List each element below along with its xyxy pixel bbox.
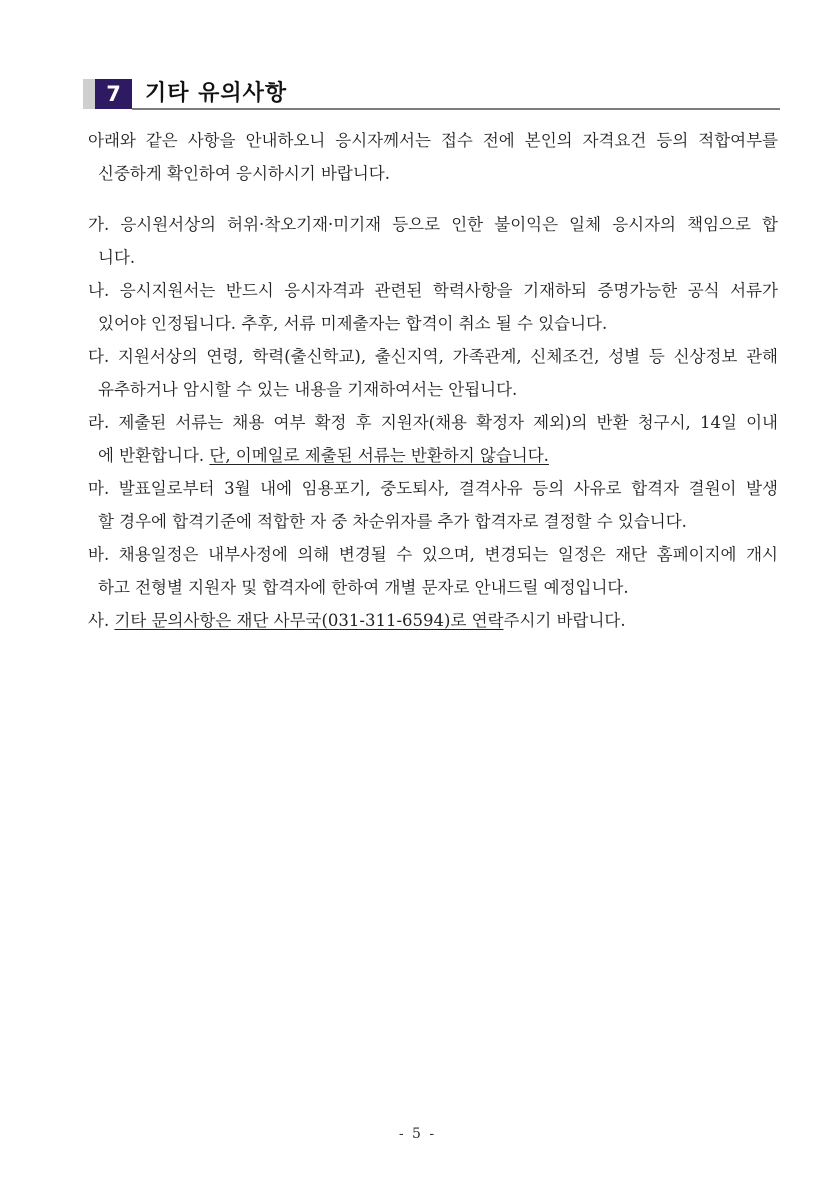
item-sa-contact-text: 기타 문의사항은 재단 사무국(031-311-6594)로 연락 — [114, 611, 504, 630]
header-underline — [132, 108, 780, 110]
section-header — [83, 79, 780, 109]
item-ma-line-1: 마. 발표일로부터 3월 내에 임용포기, 중도퇴사, 결격사유 등의 사유로 합격자 결원이 발생 — [88, 479, 778, 498]
item-ga-line-2: 니다. — [98, 248, 136, 267]
item-da-line-2: 유추하거나 암시할 수 있는 내용을 기재하여서는 안됩니다. — [98, 380, 518, 399]
intro-line-1: 아래와 같은 사항을 안내하오니 응시자께서는 접수 전에 본인의 자격요건 등의 적합여부를 — [88, 131, 778, 150]
item-na-line-2: 있어야 인정됩니다. 추후, 서류 미제출자는 합격이 취소 될 수 있습니다. — [98, 314, 608, 333]
item-ma-line-2: 할 경우에 합격기준에 적합한 자 중 차순위자를 추가 합격자로 결정할 수 있습니다. — [98, 512, 687, 531]
notice-content — [88, 124, 778, 637]
header-grey-tab — [83, 79, 95, 109]
item-ra-line-1: 라. 제출된 서류는 채용 여부 확정 후 지원자(채용 확정자 제외)의 반환 청구시, 14일 이내 — [88, 413, 778, 432]
section-number: 7 — [95, 79, 132, 109]
item-ga-line-1: 가. 응시원서상의 허위·착오기재·미기재 등으로 인한 불이익은 일체 응시자의 책임으로 합 — [88, 215, 778, 234]
item-sa-prefix: 사. — [88, 611, 115, 630]
page-number: - 5 - — [398, 1126, 437, 1142]
item-ba-line-2: 하고 전형별 지원자 및 합격자에 한하여 개별 문자로 안내드릴 예정입니다. — [98, 578, 629, 597]
item-ra-underlined-text: 단, 이메일로 제출된 서류는 반환하지 않습니다. — [209, 446, 549, 465]
item-ra-line-2 — [88, 439, 778, 472]
item-ba-line-1: 바. 채용일정은 내부사정에 의해 변경될 수 있으며, 변경되는 일정은 재단 홈페이지에 개시 — [88, 545, 778, 564]
item-na-line-1: 나. 응시지원서는 반드시 응시자격과 관련된 학력사항을 기재하되 증명가능한 공식 서류가 — [88, 281, 778, 300]
item-sa-line — [88, 604, 778, 637]
item-sa-suffix: 주시기 바랍니다. — [503, 611, 626, 630]
section-title: 기타 유의사항 — [145, 81, 288, 106]
item-da-line-1: 다. 지원서상의 연령, 학력(출신학교), 출신지역, 가족관계, 신체조건, 성별 등 신상정보 관해 — [88, 347, 778, 366]
item-ra-plain-text: 에 반환합니다. — [98, 446, 210, 465]
intro-line-2: 신중하게 확인하여 응시하시기 바랍니다. — [98, 164, 390, 183]
